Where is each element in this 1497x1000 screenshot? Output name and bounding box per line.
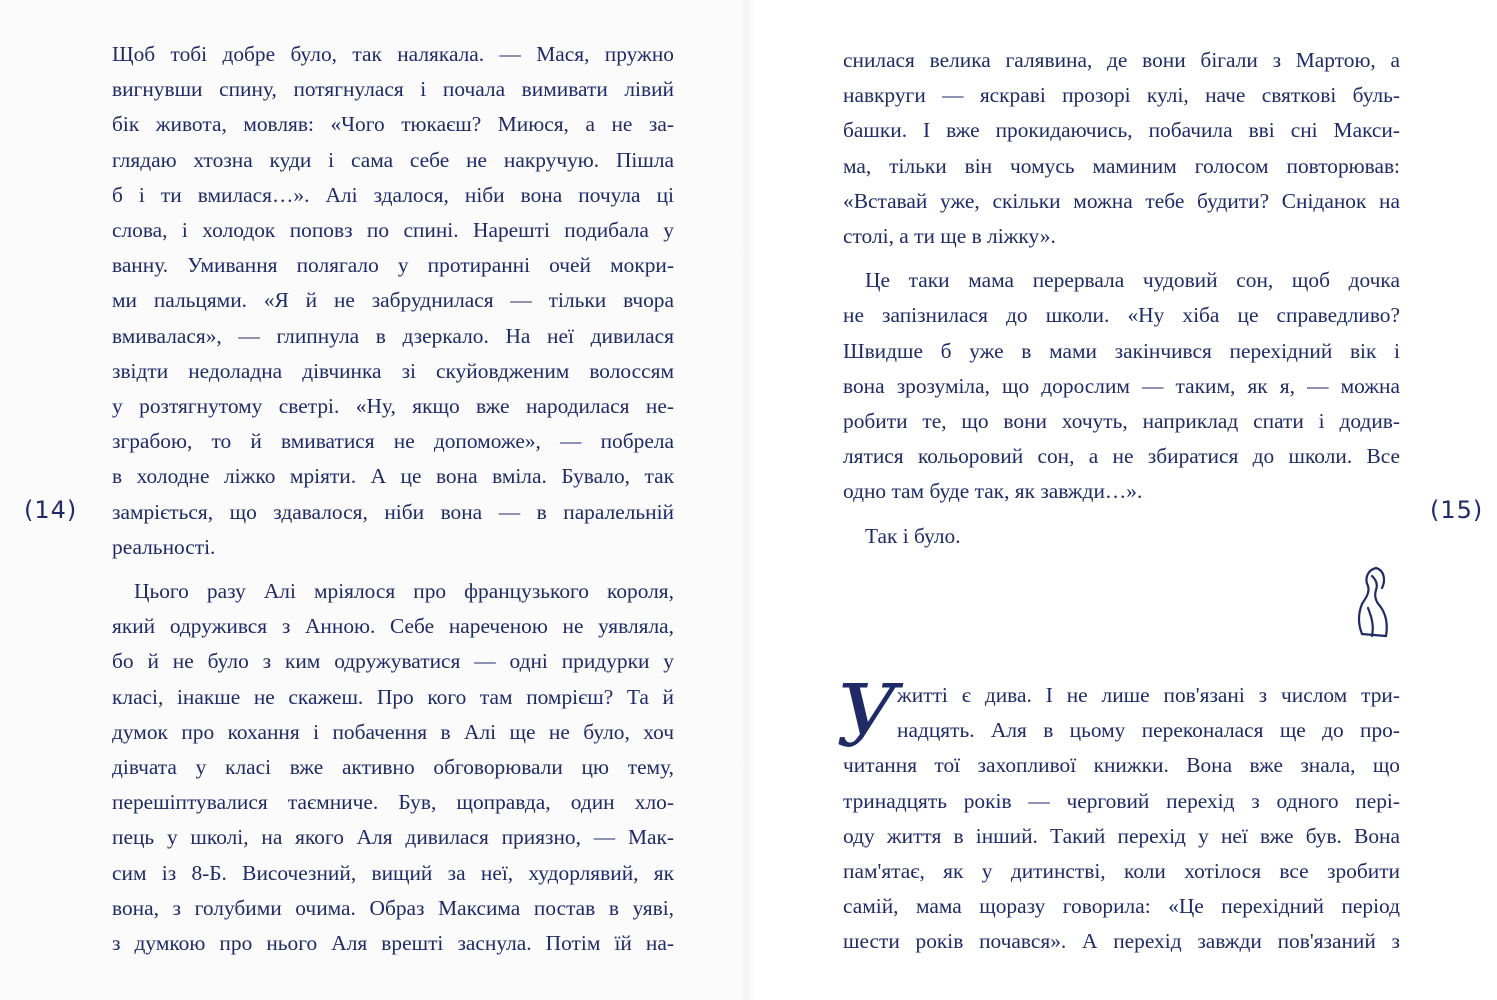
text-line: ванну. Умивання полягало у протиранні очей мокри- [112, 253, 674, 278]
text-line: навкруги — яскраві прозорі кулі, наче святкові буль- [843, 83, 1400, 108]
text-line: житті є дива. І не лише пов'язані з числом три- [897, 683, 1400, 707]
text-line: не запізнилася до школи. «Ну хіба це справедливо? [843, 303, 1400, 328]
drop-cap: У [836, 667, 899, 767]
text-line: глядаю хтозна куди і сама себе не накручую. Пішла [112, 147, 674, 172]
left-page-text [112, 37, 674, 961]
text-line: снилася велика галявина, де вони бігали з Мартою, а [843, 48, 1400, 72]
book-gutter [740, 0, 756, 1000]
text-line: вона зрозуміла, що дорослим — таким, як я, — можна [843, 373, 1400, 398]
text-line: пам'ятає, як у дитинстві, коли хотілося все зробити [843, 859, 1400, 884]
text-line: зграбою, то й вмиватися не допоможе», — побрела [112, 429, 674, 454]
text-line: в холодне ліжко мріяти. А це вона вміла. Бувало, так [112, 464, 674, 489]
text-line: Так і було. [865, 523, 961, 548]
text-line: надцять. Аля в цьому переконалася ще до про- [897, 718, 1400, 743]
right-page-text-section-2 [843, 678, 1400, 960]
text-line: читання тої захопливої книжки. Вона вже знала, що [843, 753, 1400, 778]
text-line: вигнувши спину, потягнулася і почала вимивати лівий [112, 77, 674, 102]
text-line: башки. І вже прокидаючись, побачила вві сні Макси- [843, 118, 1400, 143]
text-line: Це таки мама перервала чудовий сон, щоб дочка [865, 268, 1400, 293]
text-line: реальності. [112, 534, 216, 559]
text-line: шести років почався». А перехід завжди пов'язаний з [843, 929, 1400, 954]
text-line: робити те, що вони хочуть, наприклад спати і додив- [843, 409, 1400, 434]
page-number-left: (14) [24, 496, 78, 524]
text-line: Цього разу Алі мріялося про французького короля, [134, 579, 674, 604]
text-line: бік живота, мовляв: «Чого тюкаєш? Миюся, а не за- [112, 112, 674, 137]
text-line: пець у школі, на якого Аля дивилася приязно, — Мак- [112, 825, 674, 850]
text-line: дівчата у класі вже активно обговорювали цю тему, [112, 755, 674, 780]
text-line: слова, і холодок поповз по спині. Нарешті подибала у [112, 218, 674, 243]
text-line: ми пальцями. «Я й не забруднилася — тільки вчора [112, 288, 674, 313]
page-number-right: (15) [1430, 496, 1484, 524]
text-line: лятися кольоровий сон, а не збиратися до школи. Все [843, 444, 1400, 469]
text-line: вмивалася», — глипнула в дзеркало. На неї дивилася [112, 323, 674, 348]
text-line: тринадцять років — черговий перехід з одного пері- [843, 788, 1400, 813]
girl-silhouette-icon [1346, 562, 1402, 640]
text-line: Щоб тобі добре було, так налякала. — Мася, пружно [112, 42, 674, 66]
text-line: вона, з голубими очима. Образ Максима постав в уяві, [112, 895, 674, 920]
text-line: Швидше б уже в мами закінчився перехідний вік і [843, 338, 1400, 363]
text-line: самій, мама щоразу говорила: «Це перехідний період [843, 894, 1400, 919]
text-line: оду життя в інший. Такий перехід у неї вже був. Вона [843, 823, 1400, 848]
text-line: сим із 8-Б. Височезний, вищий за неї, худорлявий, як [112, 860, 674, 885]
text-line: «Вставай уже, скільки можна тебе будити? Сніданок на [843, 188, 1400, 213]
text-line: замріється, що здавалося, ніби вона — в паралельній [112, 499, 674, 524]
text-line: у розтягнутому светрі. «Ну, якщо вже народилася не- [112, 394, 674, 419]
text-line: столі, а ти ще в ліжку». [843, 224, 1056, 249]
text-line: з думкою про нього Аля врешті заснула. Потім їй на- [112, 931, 674, 956]
text-line: бо й не було з ким одружуватися — одні придурки у [112, 649, 674, 674]
right-page-text [843, 43, 1400, 554]
text-line: думок про кохання і побачення в Алі ще не було, хоч [112, 719, 674, 744]
text-line: ма, тільки він чомусь маминим голосом повторював: [843, 153, 1400, 178]
text-line: одно там буде так, як завжди…». [843, 479, 1143, 504]
text-line: класі, інакше не скажеш. Про кого там помрієш? Та й [112, 684, 674, 709]
text-line: звідти недоладна дівчинка зі скуйовдженим волоссям [112, 358, 674, 383]
text-line: б і ти вмилася…». Алі здалося, ніби вона почула ці [112, 182, 674, 207]
text-line: який одружився з Анною. Себе нареченою не уявляла, [112, 614, 674, 639]
text-line: перешіптувалися таємниче. Був, щоправда, один хло- [112, 790, 674, 815]
